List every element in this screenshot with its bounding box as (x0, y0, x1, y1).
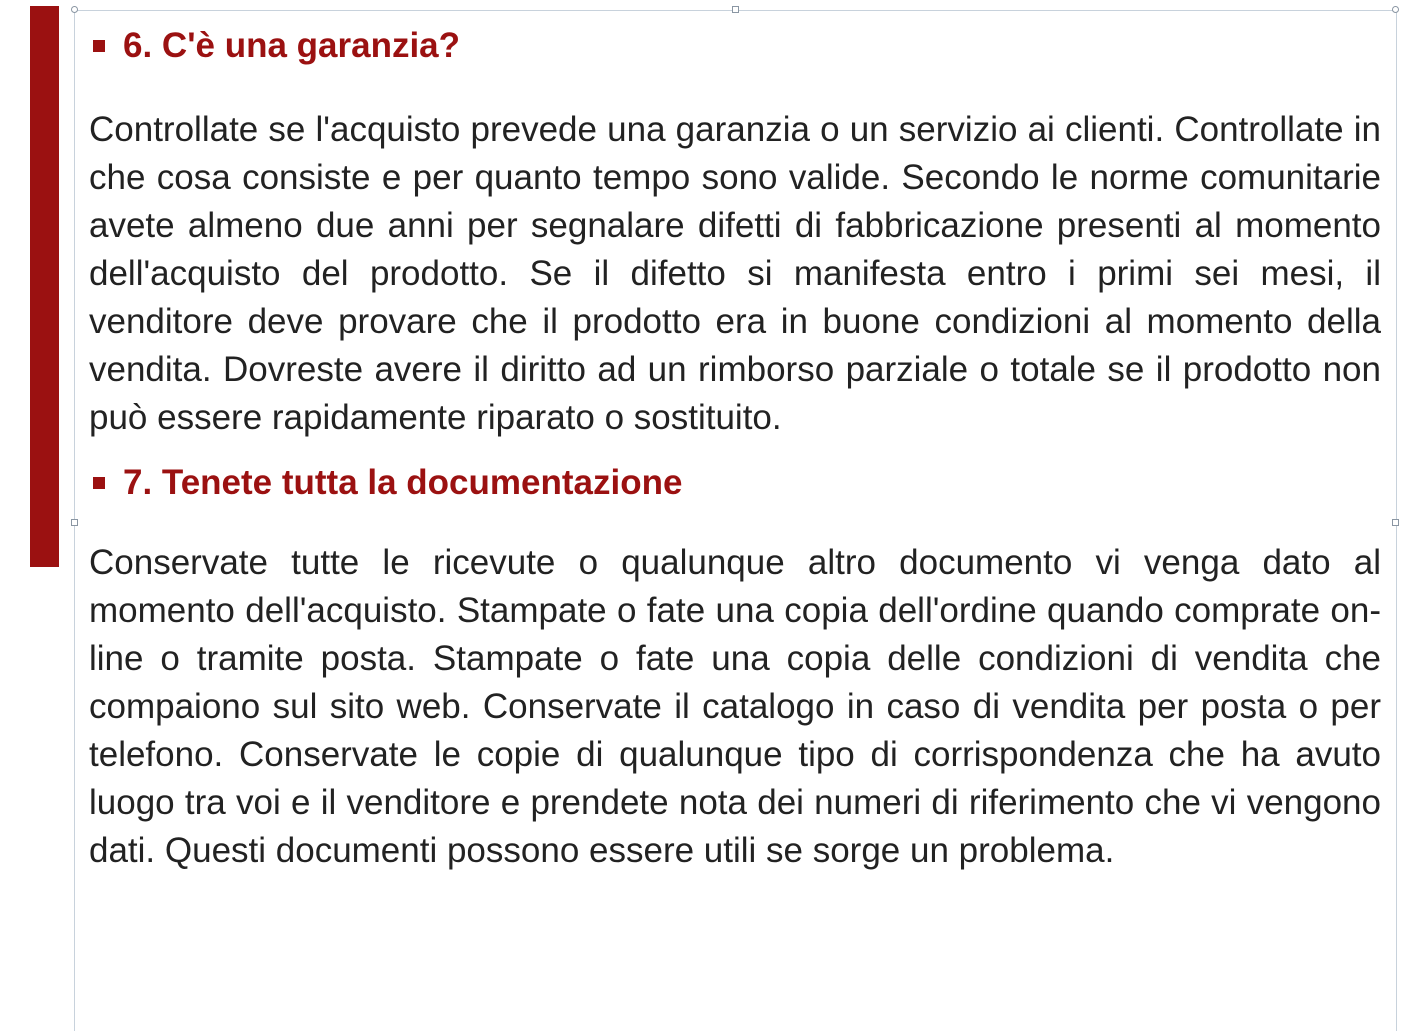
section-body-warranty: Controllate se l'acquisto prevede una garanzia o un servizio ai clienti. Controllate in che cosa consiste e per quanto tempo sono valide. Secondo le norme comunitarie avete almeno due anni per segnalare difetti di fabbricazione presenti al momento dell'acquisto del prodotto. Se il difetto si manifesta entro i primi sei mesi, il venditore deve provare che il prodotto era in buone condizioni al momento della vendita. Dovreste avere il diritto ad un rimborso parziale o totale se il prodotto non può essere rapidamente riparato o sostituito. (89, 110, 1381, 437)
section-heading-documentation (89, 455, 1381, 511)
square-bullet-icon (93, 40, 105, 52)
resize-handle-middle-left[interactable] (71, 519, 78, 526)
resize-handle-top-right[interactable] (1392, 6, 1399, 13)
square-bullet-icon (93, 477, 105, 489)
section-heading-text: 7. Tenete tutta la documentazione (123, 463, 683, 502)
text-box-content[interactable] (89, 18, 1381, 875)
section-heading-warranty (89, 18, 1381, 74)
resize-handle-top-center[interactable] (732, 6, 739, 13)
resize-handle-top-left[interactable] (71, 6, 78, 13)
accent-sidebar-bar (30, 6, 59, 567)
section-heading-text: 6. C'è una garanzia? (123, 26, 461, 65)
section-body-documentation: Conservate tutte le ricevute o qualunque altro documento vi venga dato al momento dell'acquisto. Stampate o fate una copia dell'ordine quando comprate on-line o tramite posta. Stampate o fate una copia delle condizioni di vendita che compaiono sul sito web. Conservate il catalogo in caso di vendita per posta o per telefono. Conservate le copie di qualunque tipo di corrispondenza che ha avuto luogo tra voi e il venditore e prendete nota dei numeri di riferimento che vi vengono dati. Questi documenti possono essere utili se sorge un problema. (89, 543, 1381, 870)
resize-handle-middle-right[interactable] (1392, 519, 1399, 526)
